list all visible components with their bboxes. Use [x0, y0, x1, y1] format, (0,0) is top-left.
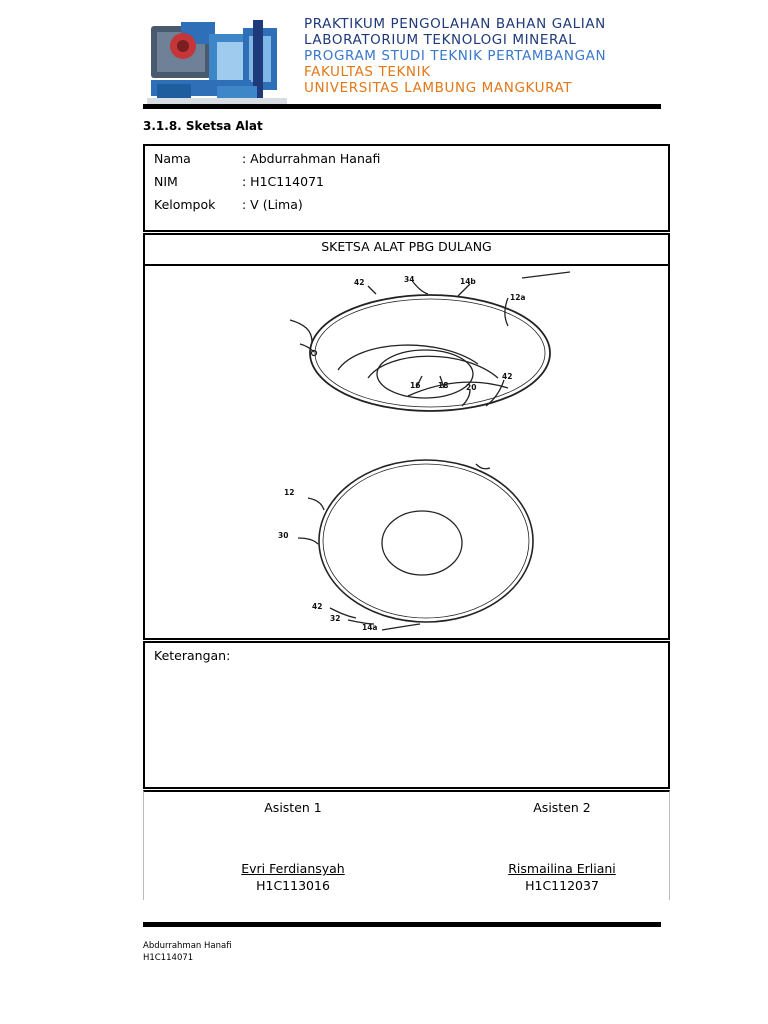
section-title: 3.1.8. Sketsa Alat: [143, 119, 263, 133]
asisten2-name: Rismailina Erliani: [508, 861, 616, 876]
sketch-label: 14b: [460, 277, 476, 286]
nim-value: : H1C114071: [242, 174, 324, 189]
asisten2-title: Asisten 2: [533, 800, 591, 815]
header-line-laboratorium: LABORATORIUM TEKNOLOGI MINERAL: [304, 32, 577, 48]
sketch-label: 42: [502, 372, 513, 381]
asisten1-name: Evri Ferdiansyah: [241, 861, 345, 876]
kelompok-value: : V (Lima): [242, 197, 303, 212]
header-line-universitas: UNIVERSITAS LAMBUNG MANGKURAT: [304, 80, 573, 96]
header-rule: [143, 104, 661, 109]
header-line-praktikum: PRAKTIKUM PENGOLAHAN BAHAN GALIAN: [304, 16, 606, 32]
sketch-label: 32: [330, 614, 341, 623]
dulang-sketch: [208, 268, 592, 638]
nama-value: : Abdurrahman Hanafi: [242, 151, 381, 166]
nama-label: Nama: [154, 151, 191, 166]
asisten1-nim: H1C113016: [256, 878, 330, 893]
sketch-label: 34: [404, 275, 415, 284]
keterangan-label: Keterangan:: [154, 648, 231, 663]
lab-logo: [147, 18, 287, 104]
sketch-label: 18: [438, 381, 449, 390]
sketch-label: 30: [278, 531, 289, 540]
sketch-title: SKETSA ALAT PBG DULANG: [321, 239, 492, 254]
sketch-label: 16: [410, 381, 421, 390]
sketch-label: 12: [284, 488, 295, 497]
footer-rule: [143, 922, 661, 927]
asisten1-title: Asisten 1: [264, 800, 322, 815]
sketch-label: 42: [354, 278, 365, 287]
kelompok-label: Kelompok: [154, 197, 216, 212]
nim-label: NIM: [154, 174, 178, 189]
sketch-label: 14a: [362, 623, 378, 632]
asisten2-nim: H1C112037: [525, 878, 599, 893]
identity-box: [143, 144, 670, 232]
footer-name: Abdurrahman Hanafi: [143, 941, 232, 951]
sketch-label: 42: [312, 602, 323, 611]
header-line-fakultas: FAKULTAS TEKNIK: [304, 64, 431, 80]
sketch-label: 20: [466, 383, 477, 392]
header-line-program-studi: PROGRAM STUDI TEKNIK PERTAMBANGAN: [304, 48, 607, 64]
sketch-label: 12a: [510, 293, 526, 302]
keterangan-box: [143, 641, 670, 789]
footer-nim: H1C114071: [143, 953, 194, 963]
